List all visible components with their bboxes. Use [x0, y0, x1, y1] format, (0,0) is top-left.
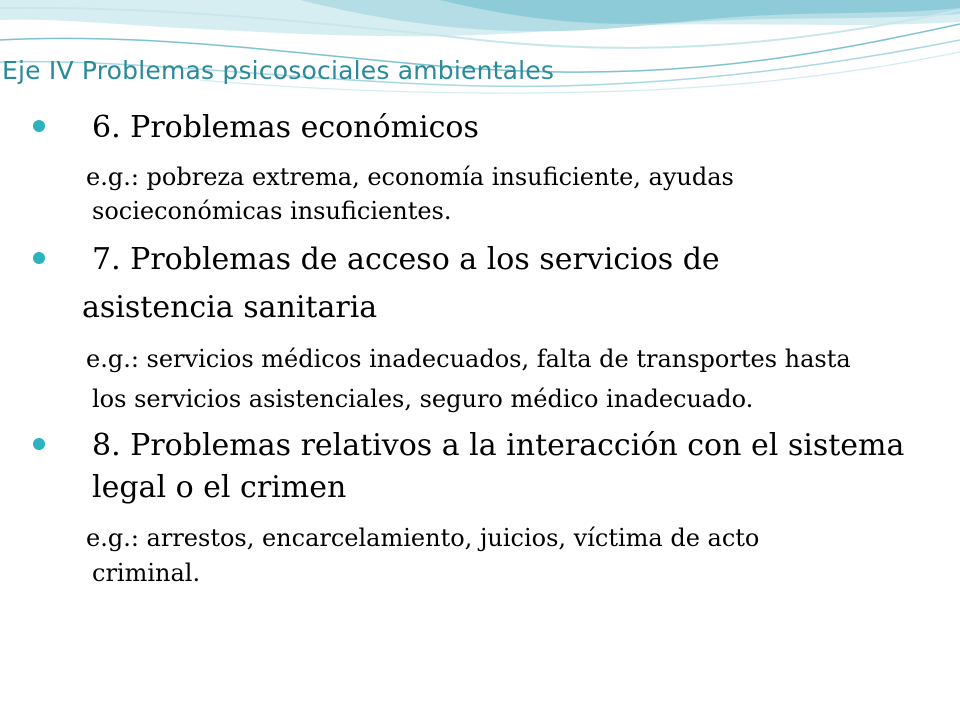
item-3-heading-line-2: legal o el crimen [92, 470, 347, 505]
item-1-example-line-2: socieconómicas insuficientes. [92, 197, 452, 225]
item-2-example-line-1: e.g.: servicios médicos inadecuados, falta de transportes hasta [86, 345, 851, 373]
item-2-heading-line-1: 7. Problemas de acceso a los servicios de [92, 242, 720, 277]
bullet-dot-icon [33, 252, 45, 264]
item-1-heading: 6. Problemas económicos [92, 110, 479, 145]
item-3-heading-line-1: 8. Problemas relativos a la interacción con el sistema [92, 428, 905, 463]
bullet-dot-icon [33, 120, 45, 132]
item-2-example-line-2: los servicios asistenciales, seguro médico inadecuado. [92, 385, 754, 413]
header-wave-decoration [0, 0, 960, 110]
item-1-example-line-1: e.g.: pobreza extrema, economía insuficiente, ayudas [86, 163, 734, 191]
bullet-dot-icon [33, 438, 45, 450]
item-3-example-line-2: criminal. [92, 559, 201, 587]
item-3-example-line-1: e.g.: arrestos, encarcelamiento, juicios, víctima de acto [86, 524, 760, 552]
slide-title: Eje IV Problemas psicosociales ambientales [2, 56, 555, 85]
item-2-heading-line-2: asistencia sanitaria [82, 290, 378, 325]
